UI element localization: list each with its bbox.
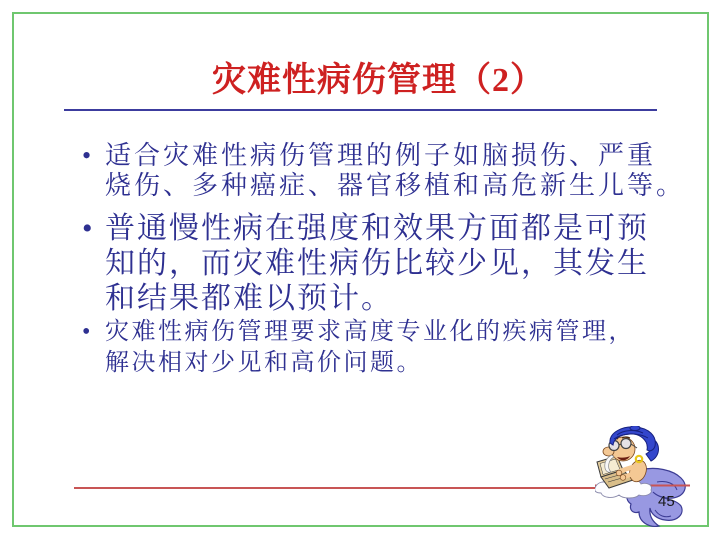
bullet-text-3 xyxy=(105,317,635,379)
bullet-item-2 xyxy=(76,211,649,316)
footer-rule xyxy=(74,487,658,489)
bullet-item-1 xyxy=(76,141,685,201)
bullet-dot-icon: • xyxy=(82,141,95,170)
page-number: 45 xyxy=(658,493,675,510)
title-underline-rule xyxy=(64,109,657,111)
bullet-text-1 xyxy=(105,141,685,201)
bullet-item-3 xyxy=(76,317,635,379)
slide-canvas xyxy=(12,12,709,527)
bullet-2-line-1: 普通慢性病在强度和效果方面都是可预 xyxy=(105,212,649,245)
bullet-2-line-2: 知的，而灾难性病伤比较少见，其发生 xyxy=(105,247,649,280)
bullet-text-2 xyxy=(105,211,649,316)
bullet-2-line-3: 和结果都难以预计。 xyxy=(105,282,393,315)
slide-title: 灾难性病伤管理（2） xyxy=(212,62,545,99)
genie-typing-on-laptop-icon xyxy=(595,426,695,530)
bullet-1-line-2: 烧伤、多种癌症、器官移植和高危新生儿等。 xyxy=(105,171,686,200)
bullet-dot-icon: • xyxy=(82,212,95,245)
bullet-dot-icon: • xyxy=(82,319,93,345)
bullet-1-line-1: 适合灾难性病伤管理的例子如脑损伤、严重 xyxy=(105,141,657,170)
bullet-3-line-1: 灾难性病伤管理要求高度专业化的疾病管理， xyxy=(105,319,635,345)
bullet-3-line-2: 解决相对少见和高价问题。 xyxy=(105,350,423,376)
